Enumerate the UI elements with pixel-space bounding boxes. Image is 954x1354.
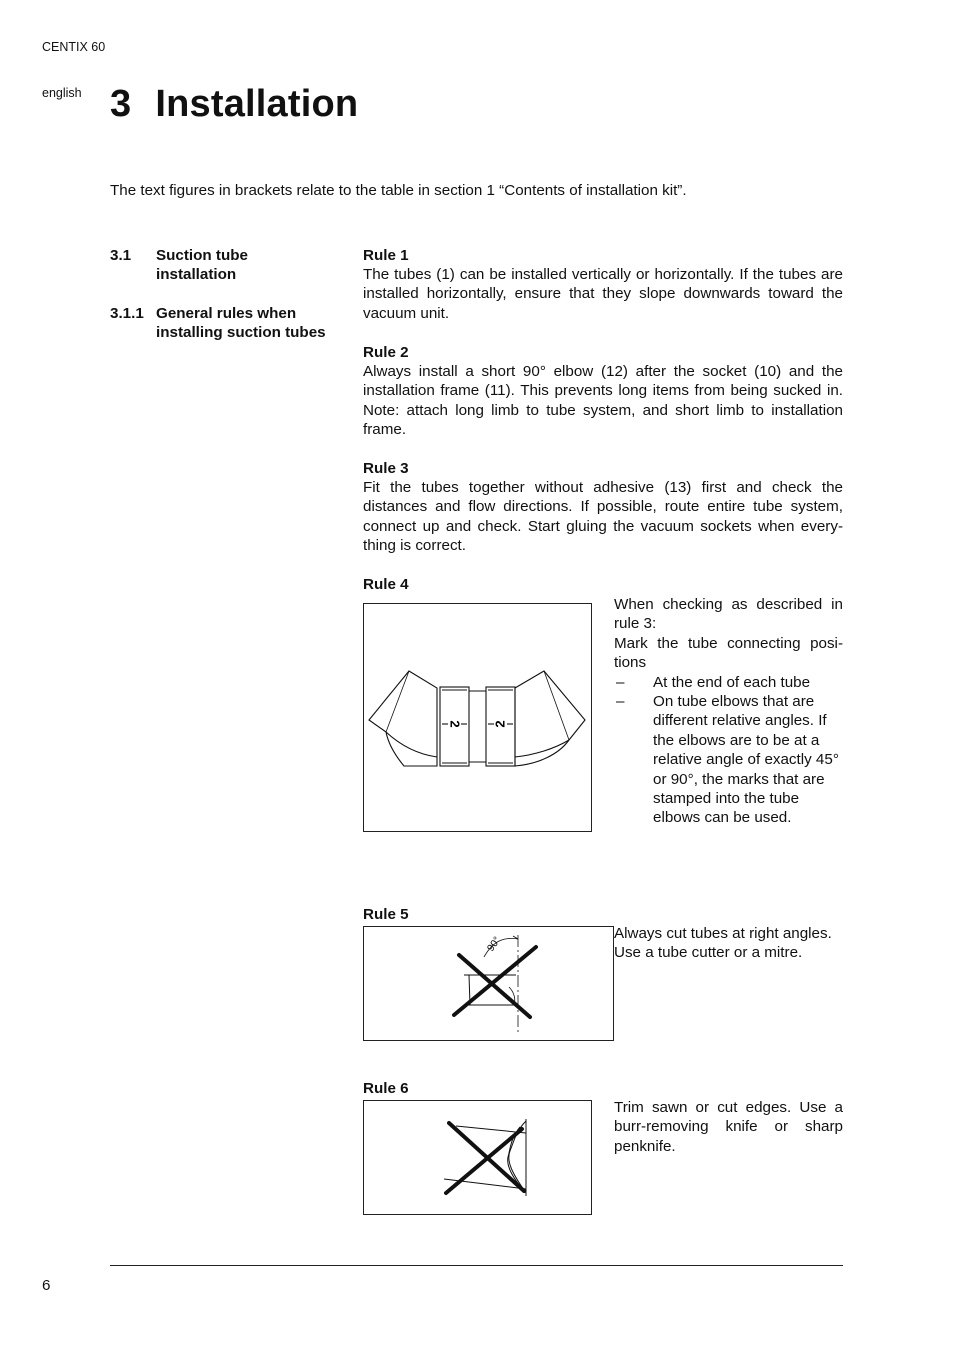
- intro-paragraph: The text figures in brackets relate to the table in section 1 “Contents of installation kit”.: [110, 182, 687, 199]
- section-title: installing suction tubes: [156, 324, 326, 342]
- section-3-1: [110, 246, 350, 284]
- rule-4-figure: [363, 603, 592, 832]
- rule-3-heading: Rule 3: [363, 460, 409, 477]
- burr-removal-diagram: [364, 1101, 591, 1214]
- rule-4-mark: Mark the tube connecting positions: [614, 634, 843, 672]
- rule-2-text: Always install a short 90° elbow (12) after the socket (10) and the installation frame (11). This prevents long items from being sucked in. Note: attach long limb to tube system, and short limb to installation frame.: [363, 363, 843, 439]
- chapter-title-text: Installation: [155, 83, 359, 125]
- left-elbow-curve: [386, 732, 437, 757]
- page-number: 6: [42, 1277, 51, 1294]
- list-item: – At the end of each tube: [616, 673, 811, 691]
- right-elbow-outline: [515, 671, 585, 766]
- language-label: english: [42, 86, 82, 100]
- rule-4-text: [614, 595, 843, 828]
- angled-cut-diagram: [364, 927, 613, 1040]
- chapter-number: 3: [110, 83, 132, 125]
- list-item: – On tube elbows that are different relative angles. If the elbows are to be at a relative angle of exactly 45° or 90°, the marks that are stamped into the tube elbows can be used.: [616, 693, 839, 827]
- section-3-1-1: [110, 304, 350, 342]
- rule-3-text: Fit the tubes together without adhesive (13) first and check the distances and flow directions. If possible, route entire tube system, connect up and check. Start gluing the vacuum sockets when everything is correct.: [363, 479, 843, 555]
- rule-1-text: The tubes (1) can be installed vertically or horizontally. If the tubes are installed horizontally, ensure that they slope downwards toward the vacuum unit.: [363, 266, 843, 322]
- section-title: installation: [156, 266, 237, 284]
- left-elbow-outline: [369, 671, 437, 766]
- rule-2-heading: Rule 2: [363, 344, 409, 361]
- rule-6-text: Trim sawn or cut edges. Use a burr-removing knife or sharp penknife.: [614, 1099, 843, 1155]
- section-number: 3.1: [110, 247, 132, 264]
- rule-5-heading: Rule 5: [363, 906, 409, 923]
- rule-1-heading: Rule 1: [363, 247, 409, 264]
- rule-4-intro: When checking as described in rule 3:: [614, 596, 843, 633]
- product-name: CENTIX 60: [42, 40, 106, 54]
- rule-6-figure: [363, 1100, 592, 1215]
- rule-4-heading: Rule 4: [363, 576, 409, 593]
- rule-5-text: Always cut tubes at right angles. Use a tube cutter or a mitre.: [614, 925, 832, 962]
- section-title: Suction tube: [156, 247, 248, 264]
- chapter-title: [110, 83, 358, 126]
- section-title: General rules when: [156, 305, 297, 322]
- footer-divider: [110, 1265, 843, 1266]
- rule-4-list: [614, 673, 843, 828]
- tube-mark-right: 2: [492, 720, 508, 728]
- section-number: 3.1.1: [110, 305, 144, 322]
- tube-mark-left: 2: [447, 720, 463, 728]
- tube-elbow-diagram: [364, 604, 591, 831]
- rule-6-heading: Rule 6: [363, 1080, 409, 1097]
- angle-label: 90°: [485, 935, 504, 954]
- rule-5-figure: [363, 926, 614, 1041]
